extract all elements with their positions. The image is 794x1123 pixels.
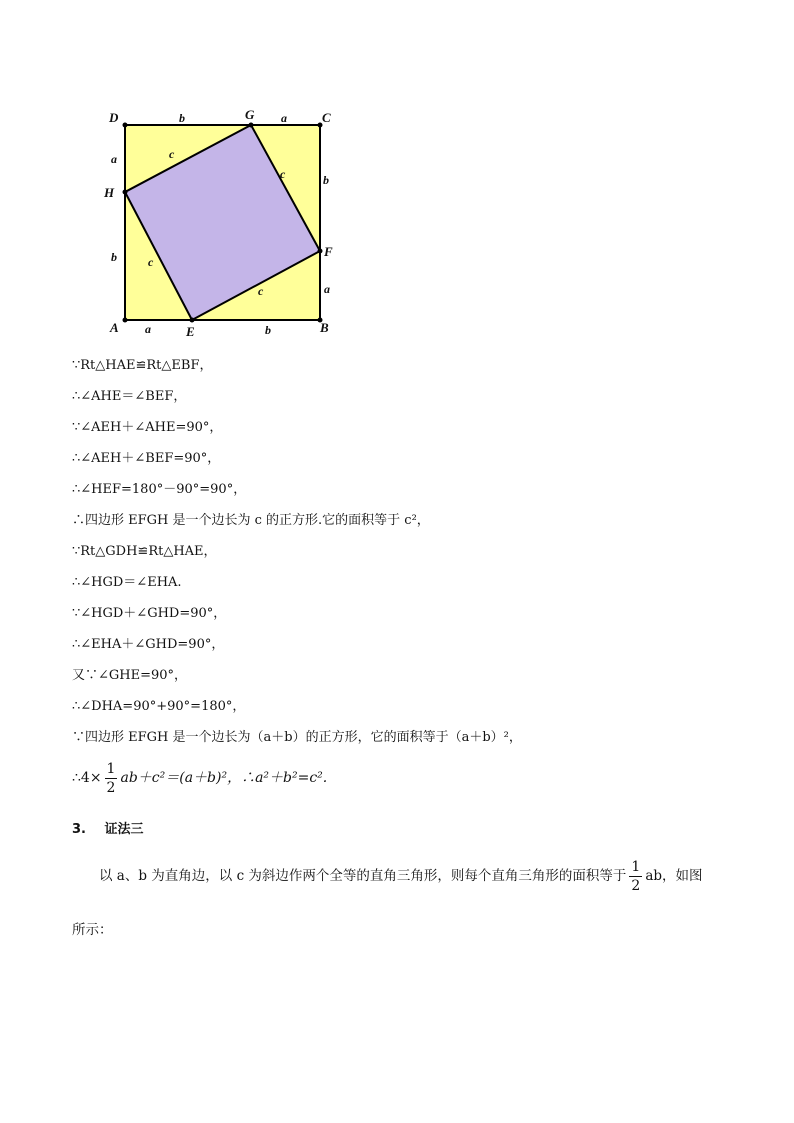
side-label-dh-a: a bbox=[111, 152, 117, 166]
side-label-ef-c: c bbox=[258, 284, 264, 298]
proof-line: ∴∠HEF=180°－90°=90°， bbox=[72, 482, 247, 497]
section-heading bbox=[72, 818, 144, 837]
fraction-half bbox=[105, 762, 118, 795]
fraction-numerator: 1 bbox=[631, 858, 641, 875]
side-label-gc-a: a bbox=[281, 111, 287, 125]
vertex-label-g: G bbox=[245, 107, 255, 122]
proof-line: ∴四边形 EFGH 是一个边长为 c 的正方形.它的面积等于 c²， bbox=[72, 513, 430, 528]
proof-line: ∴∠AEH＋∠BEF=90°， bbox=[72, 451, 221, 466]
proof-diagram bbox=[95, 100, 355, 345]
proof-line: ∴∠EHA＋∠GHD=90°， bbox=[72, 637, 225, 652]
fraction-bar bbox=[105, 778, 118, 779]
equation-prefix: ∴4× bbox=[72, 769, 102, 786]
section-number: 3. bbox=[72, 822, 86, 837]
side-label-cf-b: b bbox=[323, 173, 329, 187]
vertex-label-c: C bbox=[322, 110, 331, 125]
side-label-ha-b: b bbox=[111, 250, 117, 264]
proof-line: ∵Rt△GDH≌Rt△HAE， bbox=[72, 544, 217, 559]
side-label-ae-a: a bbox=[145, 322, 151, 336]
proof-three-paragraph bbox=[72, 856, 732, 956]
proof-line: ∴∠HGD＝∠EHA. bbox=[72, 575, 182, 590]
paragraph-line-1 bbox=[72, 856, 732, 896]
side-label-he-c: c bbox=[148, 255, 154, 269]
fraction-denominator: 2 bbox=[106, 779, 116, 796]
fraction-numerator: 1 bbox=[106, 760, 116, 777]
proof-line: ∵四边形 EFGH 是一个边长为（a＋b）的正方形，它的面积等于（a＋b）²， bbox=[72, 730, 522, 745]
paragraph-line-2: 所示： bbox=[72, 922, 113, 938]
paragraph-text-after: ab，如图 bbox=[645, 868, 703, 884]
vertex-label-b: B bbox=[320, 320, 329, 335]
side-label-gf-c: c bbox=[280, 167, 286, 181]
side-label-hg-c: c bbox=[169, 147, 175, 161]
vertex-label-h: H bbox=[104, 185, 115, 200]
proof-line: ∵∠AEH＋∠AHE=90°， bbox=[72, 420, 223, 435]
proof-line: 又∵∠GHE=90°， bbox=[72, 668, 188, 683]
vertex-label-e: E bbox=[186, 324, 195, 339]
fraction-denominator: 2 bbox=[631, 877, 641, 894]
conclusion-equation bbox=[72, 753, 752, 803]
vertex-label-f: F bbox=[324, 244, 333, 259]
side-label-dg-b: b bbox=[179, 111, 185, 125]
proof-line: ∵Rt△HAE≌Rt△EBF， bbox=[72, 358, 213, 373]
proof-lines bbox=[72, 350, 752, 803]
vertex-label-d: D bbox=[109, 110, 119, 125]
vertex-label-a: A bbox=[110, 320, 119, 335]
proof-line: ∴∠DHA=90°+90°=180°， bbox=[72, 699, 246, 714]
proof-line: ∴∠AHE＝∠BEF， bbox=[72, 389, 187, 404]
side-label-eb-b: b bbox=[265, 323, 271, 337]
section-title: 证法三 bbox=[104, 822, 144, 837]
proof-line: ∵∠HGD＋∠GHD=90°， bbox=[72, 606, 227, 621]
fraction-bar bbox=[629, 876, 642, 877]
side-label-fb-a: a bbox=[324, 282, 330, 296]
paragraph-text: 以 a、b 为直角边，以 c 为斜边作两个全等的直角三角形，则每个直角三角形的面积等于 bbox=[99, 868, 627, 884]
fraction-half bbox=[629, 860, 642, 893]
equation-suffix: ab＋c²＝(a＋b)²，∴a²＋b²=c². bbox=[120, 769, 328, 786]
